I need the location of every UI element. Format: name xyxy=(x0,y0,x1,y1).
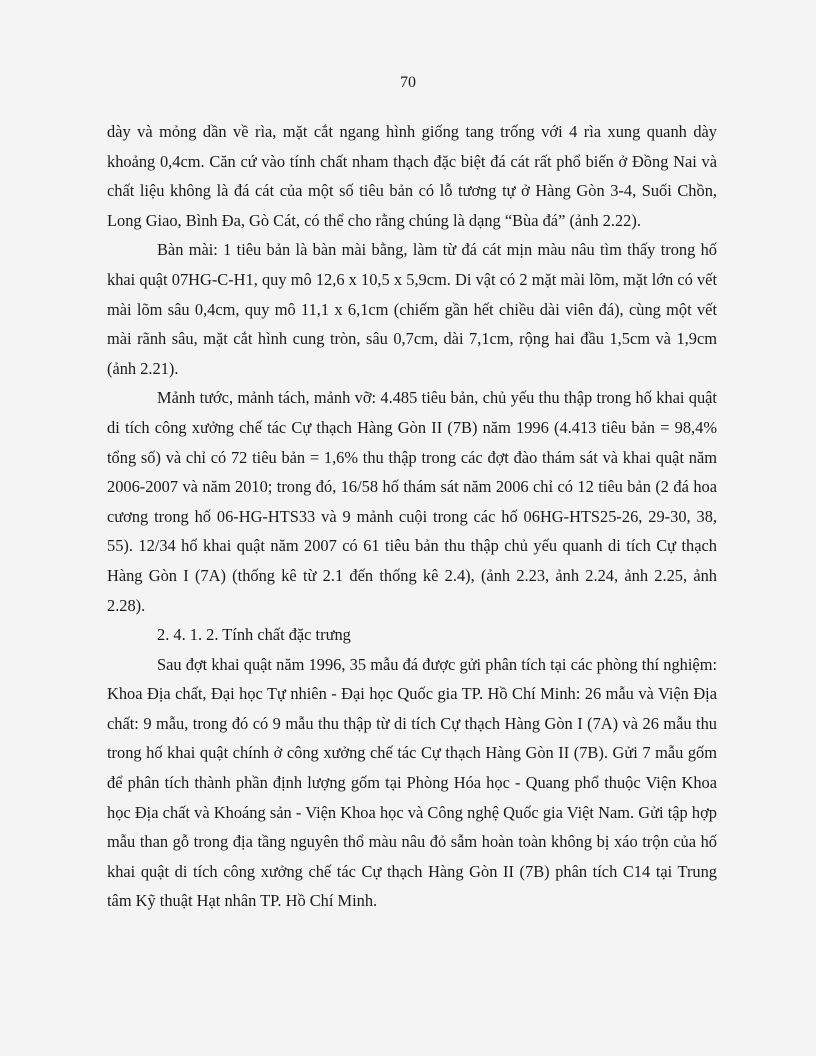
paragraph-ban-mai: Bàn mài: 1 tiêu bản là bàn mài bằng, làm từ đá cát mịn màu nâu tìm thấy trong hố khai quật 07HG-C-H1, quy mô 12,6 x 10,5 x 5,9cm. Di vật có 2 mặt mài lõm, mặt lớn có vết mài lõm sâu 0,4cm, quy mô 11,1 x 6,1cm (chiếm gần hết chiều dài viên đá), cùng một vết mài rãnh sâu, mặt cắt hình cung tròn, sâu 0,7cm, dài 7,1cm, rộng hai đầu 1,5cm và 1,9cm (ảnh 2.21). xyxy=(107,240,717,378)
paragraph-continuation: dày và mỏng dần về rìa, mặt cắt ngang hình giống tang trống với 4 rìa xung quanh dày khoảng 0,4cm. Căn cứ vào tính chất nham thạch đặc biệt đá cát rất phổ biến ở Đồng Nai và chất liệu không là đá cát của một số tiêu bản có lỗ tương tự ở Hàng Gòn 3-4, Suối Chồn, Long Giao, Bình Đa, Gò Cát, có thể cho rằng chúng là dạng “Bùa đá” (ảnh 2.22). xyxy=(107,122,717,230)
page-number: 70 xyxy=(400,74,416,91)
body-text xyxy=(107,117,717,916)
paragraph-tinh-chat: Sau đợt khai quật năm 1996, 35 mẫu đá được gửi phân tích tại các phòng thí nghiệm: Khoa Địa chất, Đại học Tự nhiên - Đại học Quốc gia TP. Hồ Chí Minh: 26 mẫu và Viện Địa chất: 9 mẫu, trong đó có 9 mẫu thu thập từ di tích Cự thạch Hàng Gòn I (7A) và 26 mẫu thu trong hố khai quật chính ở công xưởng chế tác Cự thạch Hàng Gòn II (7B). Gửi 7 mẫu gốm để phân tích thành phần định lượng gốm tại Phòng Hóa học - Quang phổ thuộc Viện Khoa học Địa chất và Khoáng sản - Viện Khoa học và Công nghệ Quốc gia Việt Nam. Gửi tập hợp mẫu than gỗ trong địa tầng nguyên thổ màu nâu đỏ sẫm hoàn toàn không bị xáo trộn của hố khai quật di tích công xưởng chế tác Cự thạch Hàng Gòn II (7B) phân tích C14 tại Trung tâm Kỹ thuật Hạt nhân TP. Hồ Chí Minh. xyxy=(107,654,717,911)
paragraph-manh-tuoc: Mảnh tước, mảnh tách, mảnh vỡ: 4.485 tiêu bản, chủ yếu thu thập trong hố khai quật di tích công xưởng chế tác Cự thạch Hàng Gòn II (7B) năm 1996 (4.413 tiêu bản = 98,4% tổng số) và chỉ có 72 tiêu bản = 1,6% thu thập trong các đợt đào thám sát và khai quật năm 2006-2007 và năm 2010; trong đó, 16/58 hố thám sát năm 2006 chỉ có 12 tiêu bản (2 đá hoa cương trong hố 06-HG-HTS33 và 9 mảnh cuội trong các hố 06HG-HTS25-26, 29-30, 38, 55). 12/34 hố khai quật năm 2007 có 61 tiêu bản thu thập chủ yếu quanh di tích Cự thạch Hàng Gòn I (7A) (thống kê từ 2.1 đến thống kê 2.4), (ảnh 2.23, ảnh 2.24, ảnh 2.25, ảnh 2.28). xyxy=(107,388,717,615)
section-heading: 2. 4. 1. 2. Tính chất đặc trưng xyxy=(157,625,351,645)
